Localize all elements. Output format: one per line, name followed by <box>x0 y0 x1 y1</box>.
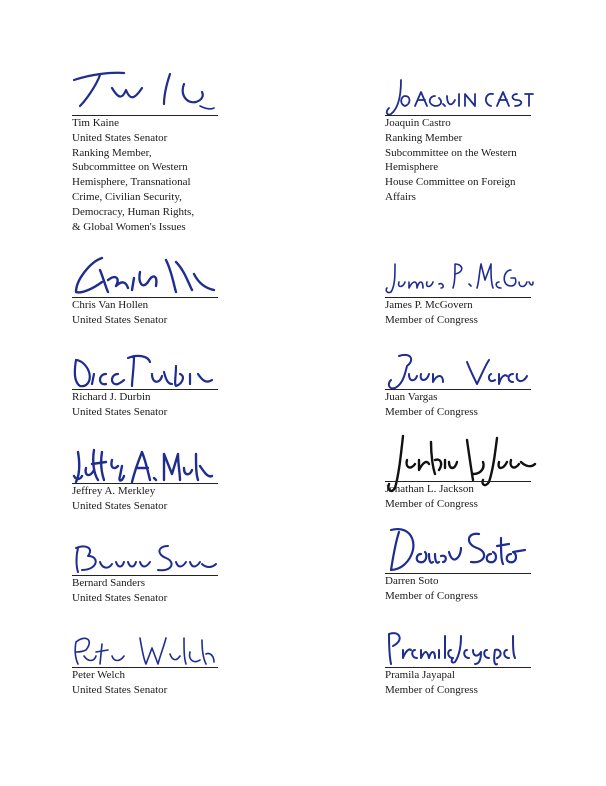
signatory-name: Peter Welch <box>72 669 125 681</box>
signatory-text-kaine <box>72 116 194 234</box>
signatory-title: Member of Congress <box>385 405 478 418</box>
signatory-text-vargas <box>385 390 478 420</box>
signatory-text-mcgovern <box>385 298 478 328</box>
signature-image-castro <box>385 74 545 116</box>
signatory-name: Pramila Jayapal <box>385 669 455 681</box>
signature-image-vargas <box>385 352 545 390</box>
signature-image-soto <box>385 524 545 574</box>
signatory-text-durbin <box>72 390 167 420</box>
signature-image-kaine <box>72 66 232 116</box>
signatory-text-soto <box>385 574 478 604</box>
signatory-title: Member of Congress <box>385 683 478 696</box>
signatory-title: Member of Congress <box>385 589 478 602</box>
signatory-text-castro <box>385 116 517 205</box>
signatory-text-van-hollen <box>72 298 167 328</box>
signatory-name: Juan Vargas <box>385 391 438 403</box>
signatory-name: Bernard Sanders <box>72 577 146 589</box>
signatory-title: Hemisphere <box>385 161 439 174</box>
signatory-title: & Global Women's Issues <box>72 220 186 233</box>
signature-image-merkley <box>72 446 232 484</box>
signatory-name: Jonathan L. Jackson <box>385 483 474 495</box>
signatory-title: Affairs <box>385 190 416 203</box>
signatory-text-jackson <box>385 482 478 512</box>
signatory-text-sanders <box>72 576 167 606</box>
signatory-title: United States Senator <box>72 405 168 418</box>
signatory-text-jayapal <box>385 668 478 698</box>
signature-image-mcgovern <box>385 258 545 298</box>
signatory-text-merkley <box>72 484 167 514</box>
signatory-title: United States Senator <box>72 683 168 696</box>
signatory-title: Member of Congress <box>385 497 478 510</box>
signatory-title: Member of Congress <box>385 313 478 326</box>
signatory-title: Ranking Member <box>385 131 463 144</box>
signatory-title: United States Senator <box>72 131 168 144</box>
signatory-title: United States Senator <box>72 499 168 512</box>
signature-image-sanders <box>72 538 232 576</box>
signatory-name: Chris Van Hollen <box>72 299 149 311</box>
signatory-name: Jeffrey A. Merkley <box>72 485 156 497</box>
signatory-title: House Committee on Foreign <box>385 176 516 189</box>
signature-image-van-hollen <box>72 252 232 298</box>
signatory-text-welch <box>72 668 167 698</box>
signatory-title: Crime, Civilian Security, <box>72 190 182 203</box>
signatory-title: Hemisphere, Transnational <box>72 176 191 189</box>
signature-image-durbin <box>72 350 232 390</box>
signatory-title: United States Senator <box>72 591 168 604</box>
signature-image-jayapal <box>385 628 545 668</box>
signatory-title: Subcommittee on Western <box>72 161 188 174</box>
signature-image-welch <box>72 630 232 668</box>
signatory-title: Ranking Member, <box>72 146 152 159</box>
signatory-name: Darren Soto <box>385 575 439 587</box>
signatory-name: Richard J. Durbin <box>72 391 151 403</box>
signatory-title: United States Senator <box>72 313 168 326</box>
signatory-title: Democracy, Human Rights, <box>72 205 195 218</box>
signatory-title: Subcommittee on the Western <box>385 146 517 159</box>
signatory-name: James P. McGovern <box>385 299 473 311</box>
signature-image-jackson <box>385 434 545 482</box>
signatory-name: Joaquin Castro <box>385 117 451 129</box>
signatory-name: Tim Kaine <box>72 117 119 129</box>
